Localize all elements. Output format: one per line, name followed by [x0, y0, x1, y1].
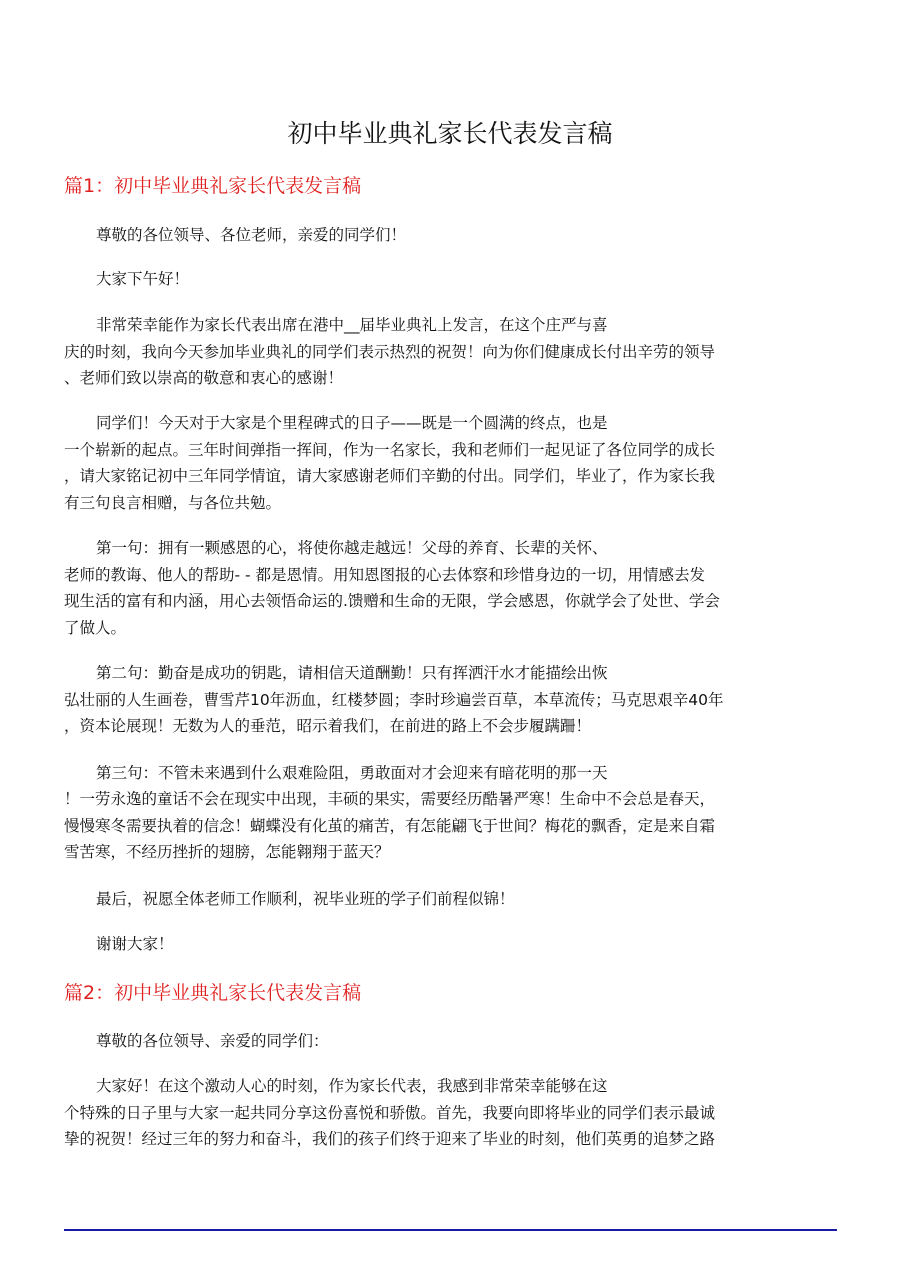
paragraph-line: 了做人。 — [64, 619, 127, 637]
paragraph-line: 、老师们致以崇高的敬意和衷心的感谢！ — [64, 369, 344, 387]
paragraph-line: 庆的时刻，我向今天参加毕业典礼的同学们表示热烈的祝贺！向为你们健康成长付出辛劳的领导 — [64, 343, 716, 361]
paragraph-line: 同学们！今天对于大家是个里程碑式的日子——既是一个圆满的终点，也是 — [96, 414, 608, 432]
paragraph-line: ，请大家铭记初中三年同学情谊，请大家感谢老师们辛勤的付出。同学们，毕业了，作为家长我 — [64, 467, 716, 485]
paragraph-line: 第三句：不管未来遇到什么艰难险阻，勇敢面对才会迎来有暗花明的那一天 — [96, 764, 608, 782]
paragraph-line: 老师的教诲、他人的帮助- - 都是恩情。用知恩图报的心去体察和珍惜身边的一切，用情感去发 — [64, 566, 706, 584]
paragraph-line: 慢慢寒冬需要执着的信念！蝴蝶没有化茧的痛苦，有怎能翩飞于世间？梅花的飘香，定是来自霜 — [64, 817, 716, 835]
paragraph-line: 第一句：拥有一颗感恩的心，将使你越走越远！父母的养育、长辈的关怀、 — [96, 539, 608, 557]
paragraph-line: 谢谢大家！ — [96, 935, 174, 953]
paragraph-line: 现生活的富有和内涵，用心去领悟命运的.馈赠和生命的无限，学会感恩，你就学会了处世、学会 — [64, 592, 720, 610]
paragraph-line: 有三句良言相赠，与各位共勉。 — [64, 494, 282, 512]
paragraph-line: 大家下午好！ — [96, 270, 190, 288]
document-title: 初中毕业典礼家长代表发言稿 — [287, 119, 613, 148]
section-1-heading: 篇1：初中毕业典礼家长代表发言稿 — [64, 175, 362, 197]
paragraph-line: 尊敬的各位领导、亲爱的同学们： — [96, 1032, 329, 1050]
section-2-heading: 篇2：初中毕业典礼家长代表发言稿 — [64, 982, 362, 1004]
paragraph-line: 雪苦寒，不经历挫折的翅膀，怎能翱翔于蓝天？ — [64, 843, 390, 861]
paragraph-line: 弘壮丽的人生画卷，曹雪芹10年沥血，红楼梦圆；李时珍遍尝百草，本草流传；马克思艰辛40年 — [64, 691, 724, 709]
paragraph-line: 个特殊的日子里与大家一起共同分享这份喜悦和骄傲。首先，我要向即将毕业的同学们表示最诚 — [64, 1104, 716, 1122]
footer-rule — [64, 1229, 837, 1231]
paragraph-line: 尊敬的各位领导、各位老师，亲爱的同学们！ — [96, 226, 407, 244]
paragraph-line: 一个崭新的起点。三年时间弹指一挥间，作为一名家长，我和老师们一起见证了各位同学的成长 — [64, 441, 716, 459]
paragraph-line: 挚的祝贺！经过三年的努力和奋斗，我们的孩子们终于迎来了毕业的时刻，他们英勇的追梦之路 — [64, 1130, 716, 1148]
paragraph-line: ，资本论展现！无数为人的垂范，昭示着我们，在前进的路上不会步履蹒跚！ — [64, 717, 592, 735]
paragraph-line: 非常荣幸能作为家长代表出席在港中__届毕业典礼上发言，在这个庄严与喜 — [96, 316, 608, 334]
paragraph-line: ！一劳永逸的童话不会在现实中出现，丰硕的果实，需要经历酷暑严寒！生命中不会总是春天， — [64, 790, 716, 808]
paragraph-line: 最后，祝愿全体老师工作顺利，祝毕业班的学子们前程似锦！ — [96, 890, 515, 908]
paragraph-line: 第二句：勤奋是成功的钥匙，请相信天道酬勤！只有挥洒汗水才能描绘出恢 — [96, 664, 608, 682]
paragraph-line: 大家好！在这个激动人心的时刻，作为家长代表，我感到非常荣幸能够在这 — [96, 1077, 608, 1095]
